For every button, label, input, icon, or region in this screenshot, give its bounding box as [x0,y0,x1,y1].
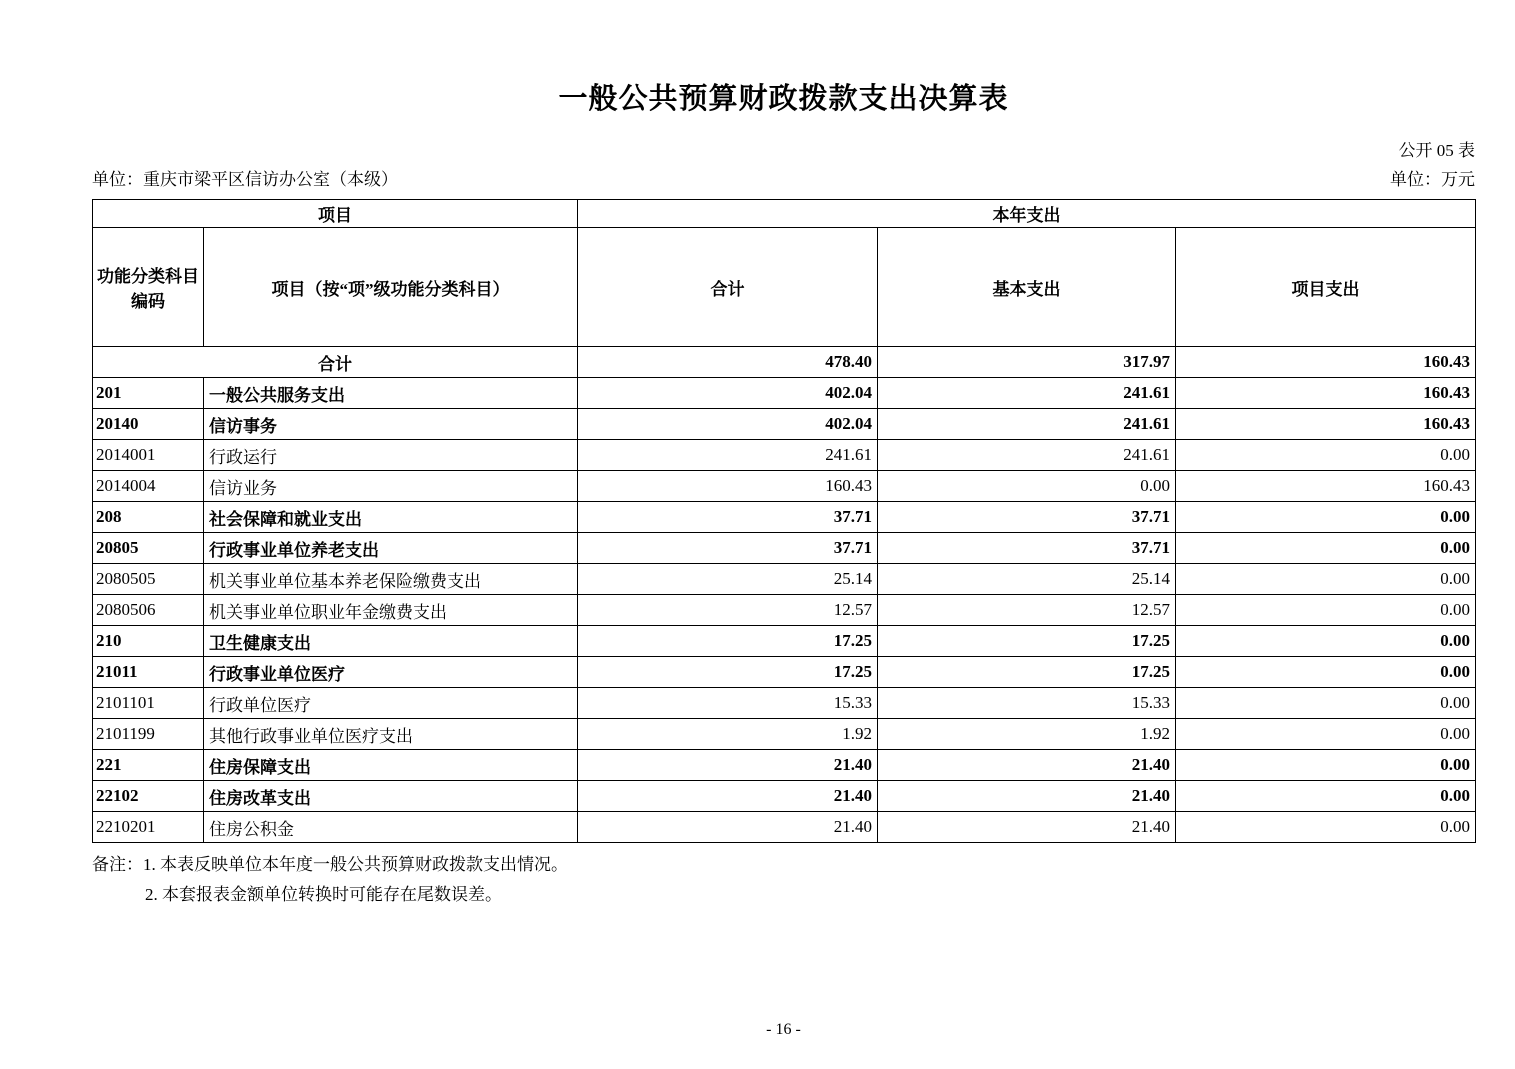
form-code-label: 公开 05 表 [1398,141,1475,161]
row-name: 一般公共服务支出 [204,378,578,409]
row-name: 行政事业单位养老支出 [204,533,578,564]
header-code-column [93,228,204,347]
row-name: 住房公积金 [204,812,578,843]
table-row [93,595,1476,626]
table-body [93,378,1476,843]
table-row [93,657,1476,688]
row-code: 20140 [93,409,204,440]
table-row [93,440,1476,471]
grand-total-basic: 317.97 [878,347,1176,378]
row-project: 0.00 [1176,812,1476,843]
row-name: 行政单位医疗 [204,688,578,719]
row-code: 2101199 [93,719,204,750]
row-code: 210 [93,626,204,657]
row-project: 0.00 [1176,595,1476,626]
header-project-column: 项目支出 [1176,228,1476,347]
row-project: 0.00 [1176,440,1476,471]
row-project: 0.00 [1176,564,1476,595]
row-project: 0.00 [1176,719,1476,750]
row-name: 行政事业单位医疗 [204,657,578,688]
row-project: 0.00 [1176,626,1476,657]
row-basic: 17.25 [878,626,1176,657]
row-name: 机关事业单位基本养老保险缴费支出 [204,564,578,595]
header-total-column: 合计 [578,228,878,347]
row-total: 37.71 [578,502,878,533]
notes-block [92,850,1475,910]
row-basic: 21.40 [878,781,1176,812]
row-basic: 12.57 [878,595,1176,626]
row-code: 208 [93,502,204,533]
row-project: 0.00 [1176,688,1476,719]
grand-total-sum: 478.40 [578,347,878,378]
row-total: 17.25 [578,657,878,688]
row-basic: 37.71 [878,533,1176,564]
row-name: 其他行政事业单位医疗支出 [204,719,578,750]
row-project: 0.00 [1176,502,1476,533]
document-page [92,0,1475,910]
row-total: 17.25 [578,626,878,657]
row-basic: 21.40 [878,812,1176,843]
row-total: 402.04 [578,378,878,409]
row-basic: 241.61 [878,378,1176,409]
table-row [93,812,1476,843]
row-code: 2101101 [93,688,204,719]
header-columns-row [93,228,1476,347]
header-basic-column: 基本支出 [878,228,1176,347]
row-basic: 21.40 [878,750,1176,781]
row-basic: 241.61 [878,440,1176,471]
page-title: 一般公共预算财政拨款支出决算表 [558,83,1009,115]
row-total: 21.40 [578,812,878,843]
row-code: 21011 [93,657,204,688]
row-code: 201 [93,378,204,409]
header-group-row [93,200,1476,228]
table-row [93,409,1476,440]
table-row [93,719,1476,750]
row-basic: 25.14 [878,564,1176,595]
row-code: 2014004 [93,471,204,502]
row-total: 402.04 [578,409,878,440]
expenditure-table [92,199,1476,843]
row-basic: 0.00 [878,471,1176,502]
row-name: 住房保障支出 [204,750,578,781]
table-row [93,781,1476,812]
row-basic: 1.92 [878,719,1176,750]
table-row [93,564,1476,595]
unit-of-measure-label: 单位：万元 [1390,170,1475,190]
table-row [93,378,1476,409]
row-basic: 241.61 [878,409,1176,440]
grand-total-row [93,347,1476,378]
row-code: 2080505 [93,564,204,595]
row-name: 信访事务 [204,409,578,440]
table-row [93,502,1476,533]
row-code: 2014001 [93,440,204,471]
row-total: 25.14 [578,564,878,595]
row-code: 2210201 [93,812,204,843]
row-total: 241.61 [578,440,878,471]
grand-total-project: 160.43 [1176,347,1476,378]
row-total: 37.71 [578,533,878,564]
unit-name-label: 单位：重庆市梁平区信访办公室（本级） [92,170,398,190]
table-row [93,750,1476,781]
row-project: 160.43 [1176,409,1476,440]
header-code-line2: 编码 [131,292,165,312]
header-group-current-year: 本年支出 [578,200,1476,228]
row-code: 221 [93,750,204,781]
row-project: 0.00 [1176,533,1476,564]
table-head [93,200,1476,378]
row-total: 12.57 [578,595,878,626]
page-number: - 16 - [766,1021,801,1038]
header-group-project: 项目 [93,200,578,228]
header-code-line1: 功能分类科目 [97,267,199,287]
row-name: 信访业务 [204,471,578,502]
row-code: 2080506 [93,595,204,626]
row-name: 社会保障和就业支出 [204,502,578,533]
row-basic: 37.71 [878,502,1176,533]
row-total: 1.92 [578,719,878,750]
row-code: 20805 [93,533,204,564]
table-row [93,471,1476,502]
row-name: 行政运行 [204,440,578,471]
table-row [93,688,1476,719]
row-name: 卫生健康支出 [204,626,578,657]
table-row [93,533,1476,564]
row-basic: 17.25 [878,657,1176,688]
header-item-column: 项目（按“项”级功能分类科目） [204,228,578,347]
row-project: 0.00 [1176,657,1476,688]
table-row [93,626,1476,657]
row-total: 160.43 [578,471,878,502]
row-code: 22102 [93,781,204,812]
grand-total-label: 合计 [93,347,578,378]
unit-line [92,169,1475,190]
row-name: 住房改革支出 [204,781,578,812]
row-project: 0.00 [1176,750,1476,781]
row-project: 160.43 [1176,471,1476,502]
note-line-2: 2. 本套报表金额单位转换时可能存在尾数误差。 [145,885,502,905]
row-total: 21.40 [578,750,878,781]
note-line-1: 备注：1. 本表反映单位本年度一般公共预算财政拨款支出情况。 [92,855,568,875]
row-total: 15.33 [578,688,878,719]
row-basic: 15.33 [878,688,1176,719]
row-name: 机关事业单位职业年金缴费支出 [204,595,578,626]
row-project: 160.43 [1176,378,1476,409]
row-project: 0.00 [1176,781,1476,812]
row-total: 21.40 [578,781,878,812]
